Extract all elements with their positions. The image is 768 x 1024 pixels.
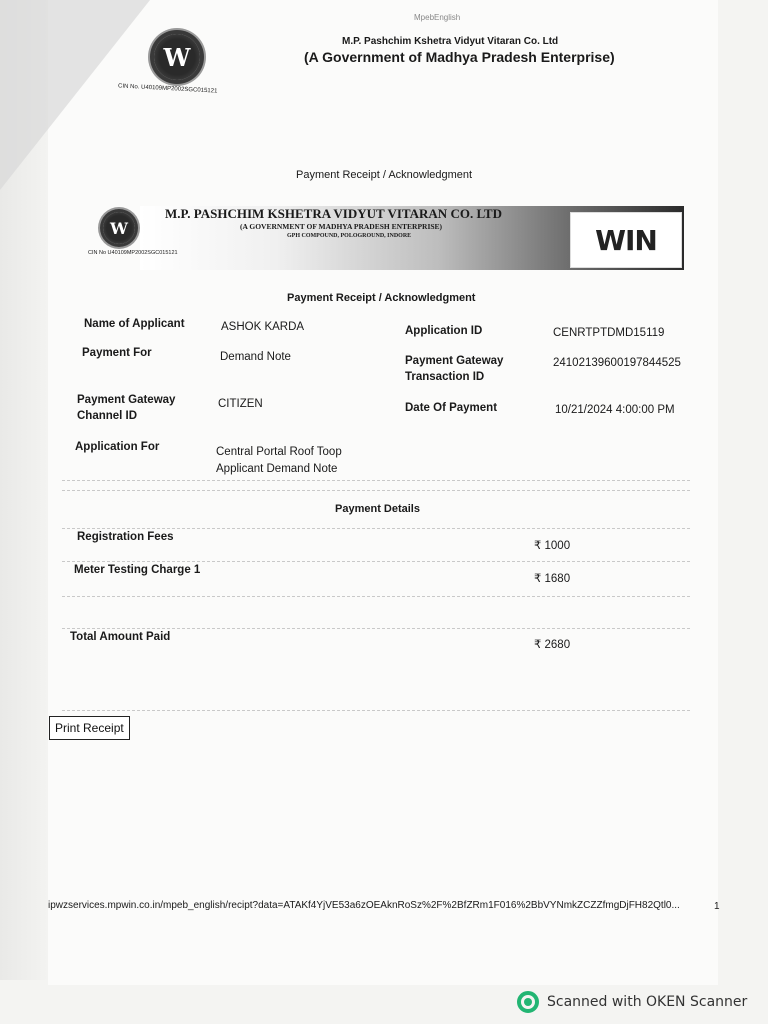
payment-details-title: Payment Details [335, 503, 420, 515]
registration-fees-amount: ₹ 1000 [534, 540, 571, 552]
divider [62, 480, 690, 481]
banner-address: GPH COMPOUND, POLOGROUND, INDORE [287, 233, 412, 239]
top-small-text: MpebEnglish [414, 13, 461, 22]
name-label: Name of Applicant [84, 318, 185, 330]
name-value: ASHOK KARDA [221, 321, 305, 333]
banner-government: (A GOVERNMENT OF MADHYA PRADESH ENTERPRISE) [240, 222, 443, 231]
meter-testing-charge-label: Meter Testing Charge 1 [74, 564, 201, 576]
channel-id-label: Payment Gateway Channel ID [77, 394, 176, 422]
banner-company-name: M.P. PASHCHIM KSHETRA VIDYUT VITARAN CO. LTD [165, 206, 502, 221]
company-name: M.P. Pashchim Kshetra Vidyut Vitaran Co. Ltd [342, 36, 559, 47]
gateway-transaction-label: Payment Gateway Transaction ID [405, 355, 504, 383]
payment-for-label: Payment For [82, 347, 152, 359]
banner-cin: CIN No U40109MP2002SGC015121 [88, 250, 178, 256]
date-of-payment-value: 10/21/2024 4:00:00 PM [555, 404, 675, 416]
page-number: 1 [714, 901, 720, 912]
divider [62, 710, 690, 711]
payment-for-value: Demand Note [220, 351, 291, 363]
government-enterprise: (A Government of Madhya Pradesh Enterprise) [304, 49, 615, 65]
banner-logo-icon: W [103, 212, 135, 244]
page-fold [0, 0, 150, 190]
company-logo-icon: W [154, 34, 200, 80]
application-for-value: Central Portal Roof Toop Applicant Demand Note [216, 446, 342, 475]
win-logo-icon: WIN [570, 212, 682, 268]
divider [62, 490, 690, 491]
footer-url: ipwzservices.mpwin.co.in/mpeb_english/recipt?data=ATAKf4YjVE53a6zOEAknRoSz%2F%2BfZRm1F016%2BbVYNmkZCZZfmgDjFH82Qtl0... [48, 900, 680, 911]
divider [62, 596, 690, 597]
gateway-transaction-value: 24102139600197844525 [553, 357, 681, 369]
application-id-value: CENRTPTDMD15119 [553, 327, 665, 339]
receipt-title-top: Payment Receipt / Acknowledgment [296, 169, 473, 181]
application-id-label: Application ID [405, 325, 483, 337]
registration-fees-label: Registration Fees [77, 531, 174, 543]
scanner-watermark [517, 991, 747, 1013]
total-amount-label: Total Amount Paid [70, 631, 171, 643]
scanner-text: Scanned with OKEN Scanner [547, 994, 748, 1010]
oken-scanner-icon [517, 991, 539, 1013]
meter-testing-charge-amount: ₹ 1680 [534, 573, 571, 585]
channel-id-value: CITIZEN [218, 398, 263, 410]
receipt-title: Payment Receipt / Acknowledgment [287, 292, 476, 304]
print-receipt-button[interactable]: Print Receipt [49, 716, 130, 740]
date-of-payment-label: Date Of Payment [405, 402, 498, 414]
total-amount-value: ₹ 2680 [534, 639, 571, 651]
cin-number: CIN No. U40109MP2002SGC015121 [117, 83, 218, 95]
application-for-label: Application For [75, 441, 160, 453]
